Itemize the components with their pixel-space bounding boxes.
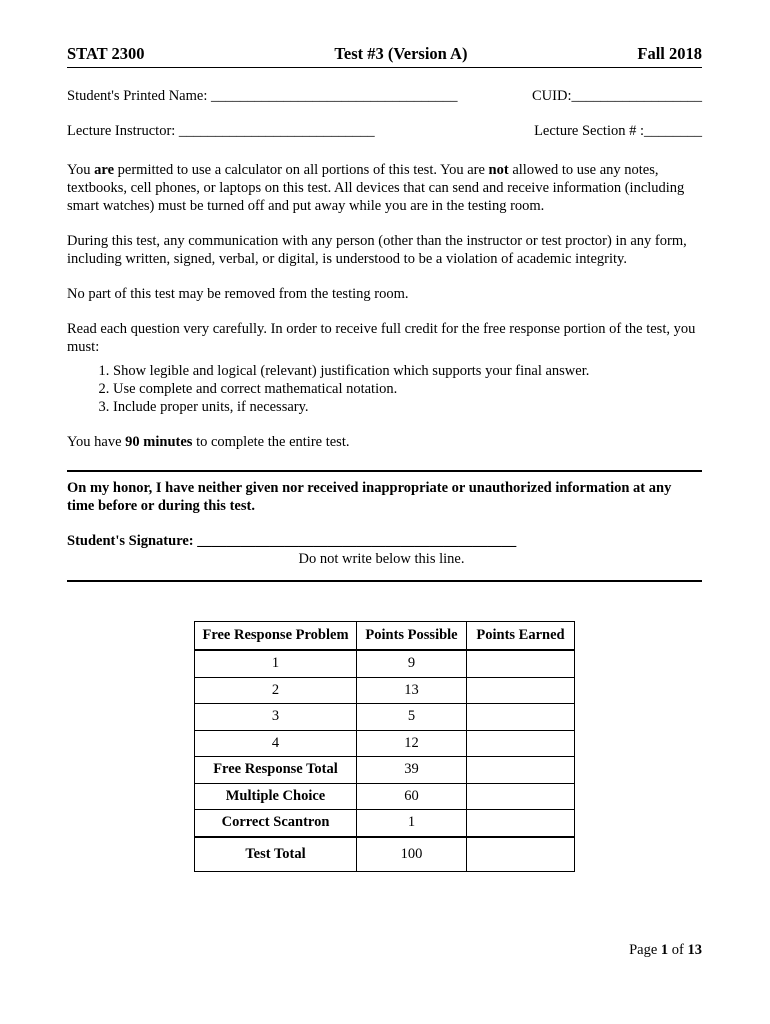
- requirements-list: [67, 362, 702, 416]
- course-code: STAT 2300: [67, 44, 145, 63]
- earned-cell[interactable]: [467, 704, 575, 731]
- printed-name-field[interactable]: Student's Printed Name: __________________________________: [67, 88, 458, 104]
- list-item: 1. Show legible and logical (relevant) justification which supports your final answer.: [113, 362, 702, 380]
- earned-cell[interactable]: [467, 757, 575, 784]
- test-title: Test #3 (Version A): [334, 44, 468, 63]
- removal-policy-paragraph: No part of this test may be removed from the testing room.: [67, 286, 409, 302]
- text-run: permitted to use a calculator on all portions of this test. You are: [114, 162, 489, 178]
- possible-cell: 13: [357, 677, 467, 704]
- earned-cell[interactable]: [467, 650, 575, 677]
- problem-cell: 3: [195, 704, 357, 731]
- list-item: 2. Use complete and correct mathematical notation.: [113, 380, 702, 398]
- name-row: [67, 88, 702, 105]
- earned-cell[interactable]: [467, 730, 575, 757]
- emphasis-not: not: [488, 162, 509, 178]
- instructions-paragraph: Read each question very carefully. In order to receive full credit for the free response portion of the test, you must:: [67, 321, 696, 355]
- problem-cell: 2: [195, 677, 357, 704]
- problem-cell: Test Total: [195, 837, 357, 872]
- problem-cell: Free Response Total: [195, 757, 357, 784]
- table-row: [195, 650, 575, 677]
- text-run: You: [67, 162, 95, 178]
- table-row: [195, 837, 575, 872]
- possible-cell: 100: [357, 837, 467, 872]
- column-header: Free Response Problem: [195, 622, 357, 651]
- table-row: [195, 704, 575, 731]
- possible-cell: 5: [357, 704, 467, 731]
- text-run: to complete the entire test.: [192, 434, 350, 450]
- table-row: [195, 677, 575, 704]
- problem-cell: Multiple Choice: [195, 783, 357, 810]
- earned-cell[interactable]: [467, 783, 575, 810]
- text-run: You have: [67, 434, 126, 450]
- calculator-policy-paragraph: [67, 161, 702, 215]
- list-item: 3. Include proper units, if necessary.: [113, 398, 702, 416]
- possible-cell: 39: [357, 757, 467, 784]
- table-row: [195, 783, 575, 810]
- earned-cell[interactable]: [467, 837, 575, 872]
- possible-cell: 1: [357, 810, 467, 837]
- column-header: Points Possible: [357, 622, 467, 651]
- divider: [67, 580, 702, 582]
- communication-policy-paragraph: During this test, any communication with any person (other than the instructor or test proctor) in any form, including written, signed, verbal, or digital, is understood to be a violation of academic integrity.: [67, 233, 687, 267]
- earned-cell[interactable]: [467, 810, 575, 837]
- time-limit: 90 minutes: [125, 434, 193, 450]
- signature-field[interactable]: Student's Signature: ____________________________________________: [67, 533, 517, 549]
- earned-cell[interactable]: [467, 677, 575, 704]
- emphasis-are: are: [94, 162, 115, 178]
- page-number: [629, 942, 702, 959]
- table-row: [195, 757, 575, 784]
- problem-cell: 4: [195, 730, 357, 757]
- text-run: allowed to use any notes, textbooks, cell phones, or laptops on this test. All devices that can send and receive information (including smart watches) must be turned off and put away while you are in the testing room.: [67, 162, 685, 214]
- possible-cell: 9: [357, 650, 467, 677]
- table-header-row: [195, 622, 575, 651]
- honor-statement: On my honor, I have neither given nor received inappropriate or unauthorized information at any time before or during this test.: [67, 480, 672, 514]
- problem-cell: 1: [195, 650, 357, 677]
- score-table: [194, 621, 575, 872]
- lecture-section-field[interactable]: Lecture Section # :________: [534, 123, 702, 139]
- column-header: Points Earned: [467, 622, 575, 651]
- do-not-write-note: Do not write below this line.: [298, 551, 465, 567]
- problem-cell: Correct Scantron: [195, 810, 357, 837]
- test-cover-page: [67, 44, 702, 582]
- total-pages: 13: [687, 942, 702, 958]
- possible-cell: 12: [357, 730, 467, 757]
- instructor-row: [67, 123, 702, 140]
- table-row: [195, 730, 575, 757]
- header: [67, 44, 702, 68]
- time-limit-paragraph: [67, 433, 702, 451]
- current-page: 1: [660, 942, 669, 958]
- divider: [67, 470, 702, 472]
- text-run: Page: [629, 942, 661, 958]
- lecture-instructor-field[interactable]: Lecture Instructor: ___________________________: [67, 123, 375, 139]
- table-row: [195, 810, 575, 837]
- cuid-field[interactable]: CUID:__________________: [532, 88, 702, 104]
- text-run: of: [668, 942, 688, 958]
- possible-cell: 60: [357, 783, 467, 810]
- term: Fall 2018: [637, 44, 702, 63]
